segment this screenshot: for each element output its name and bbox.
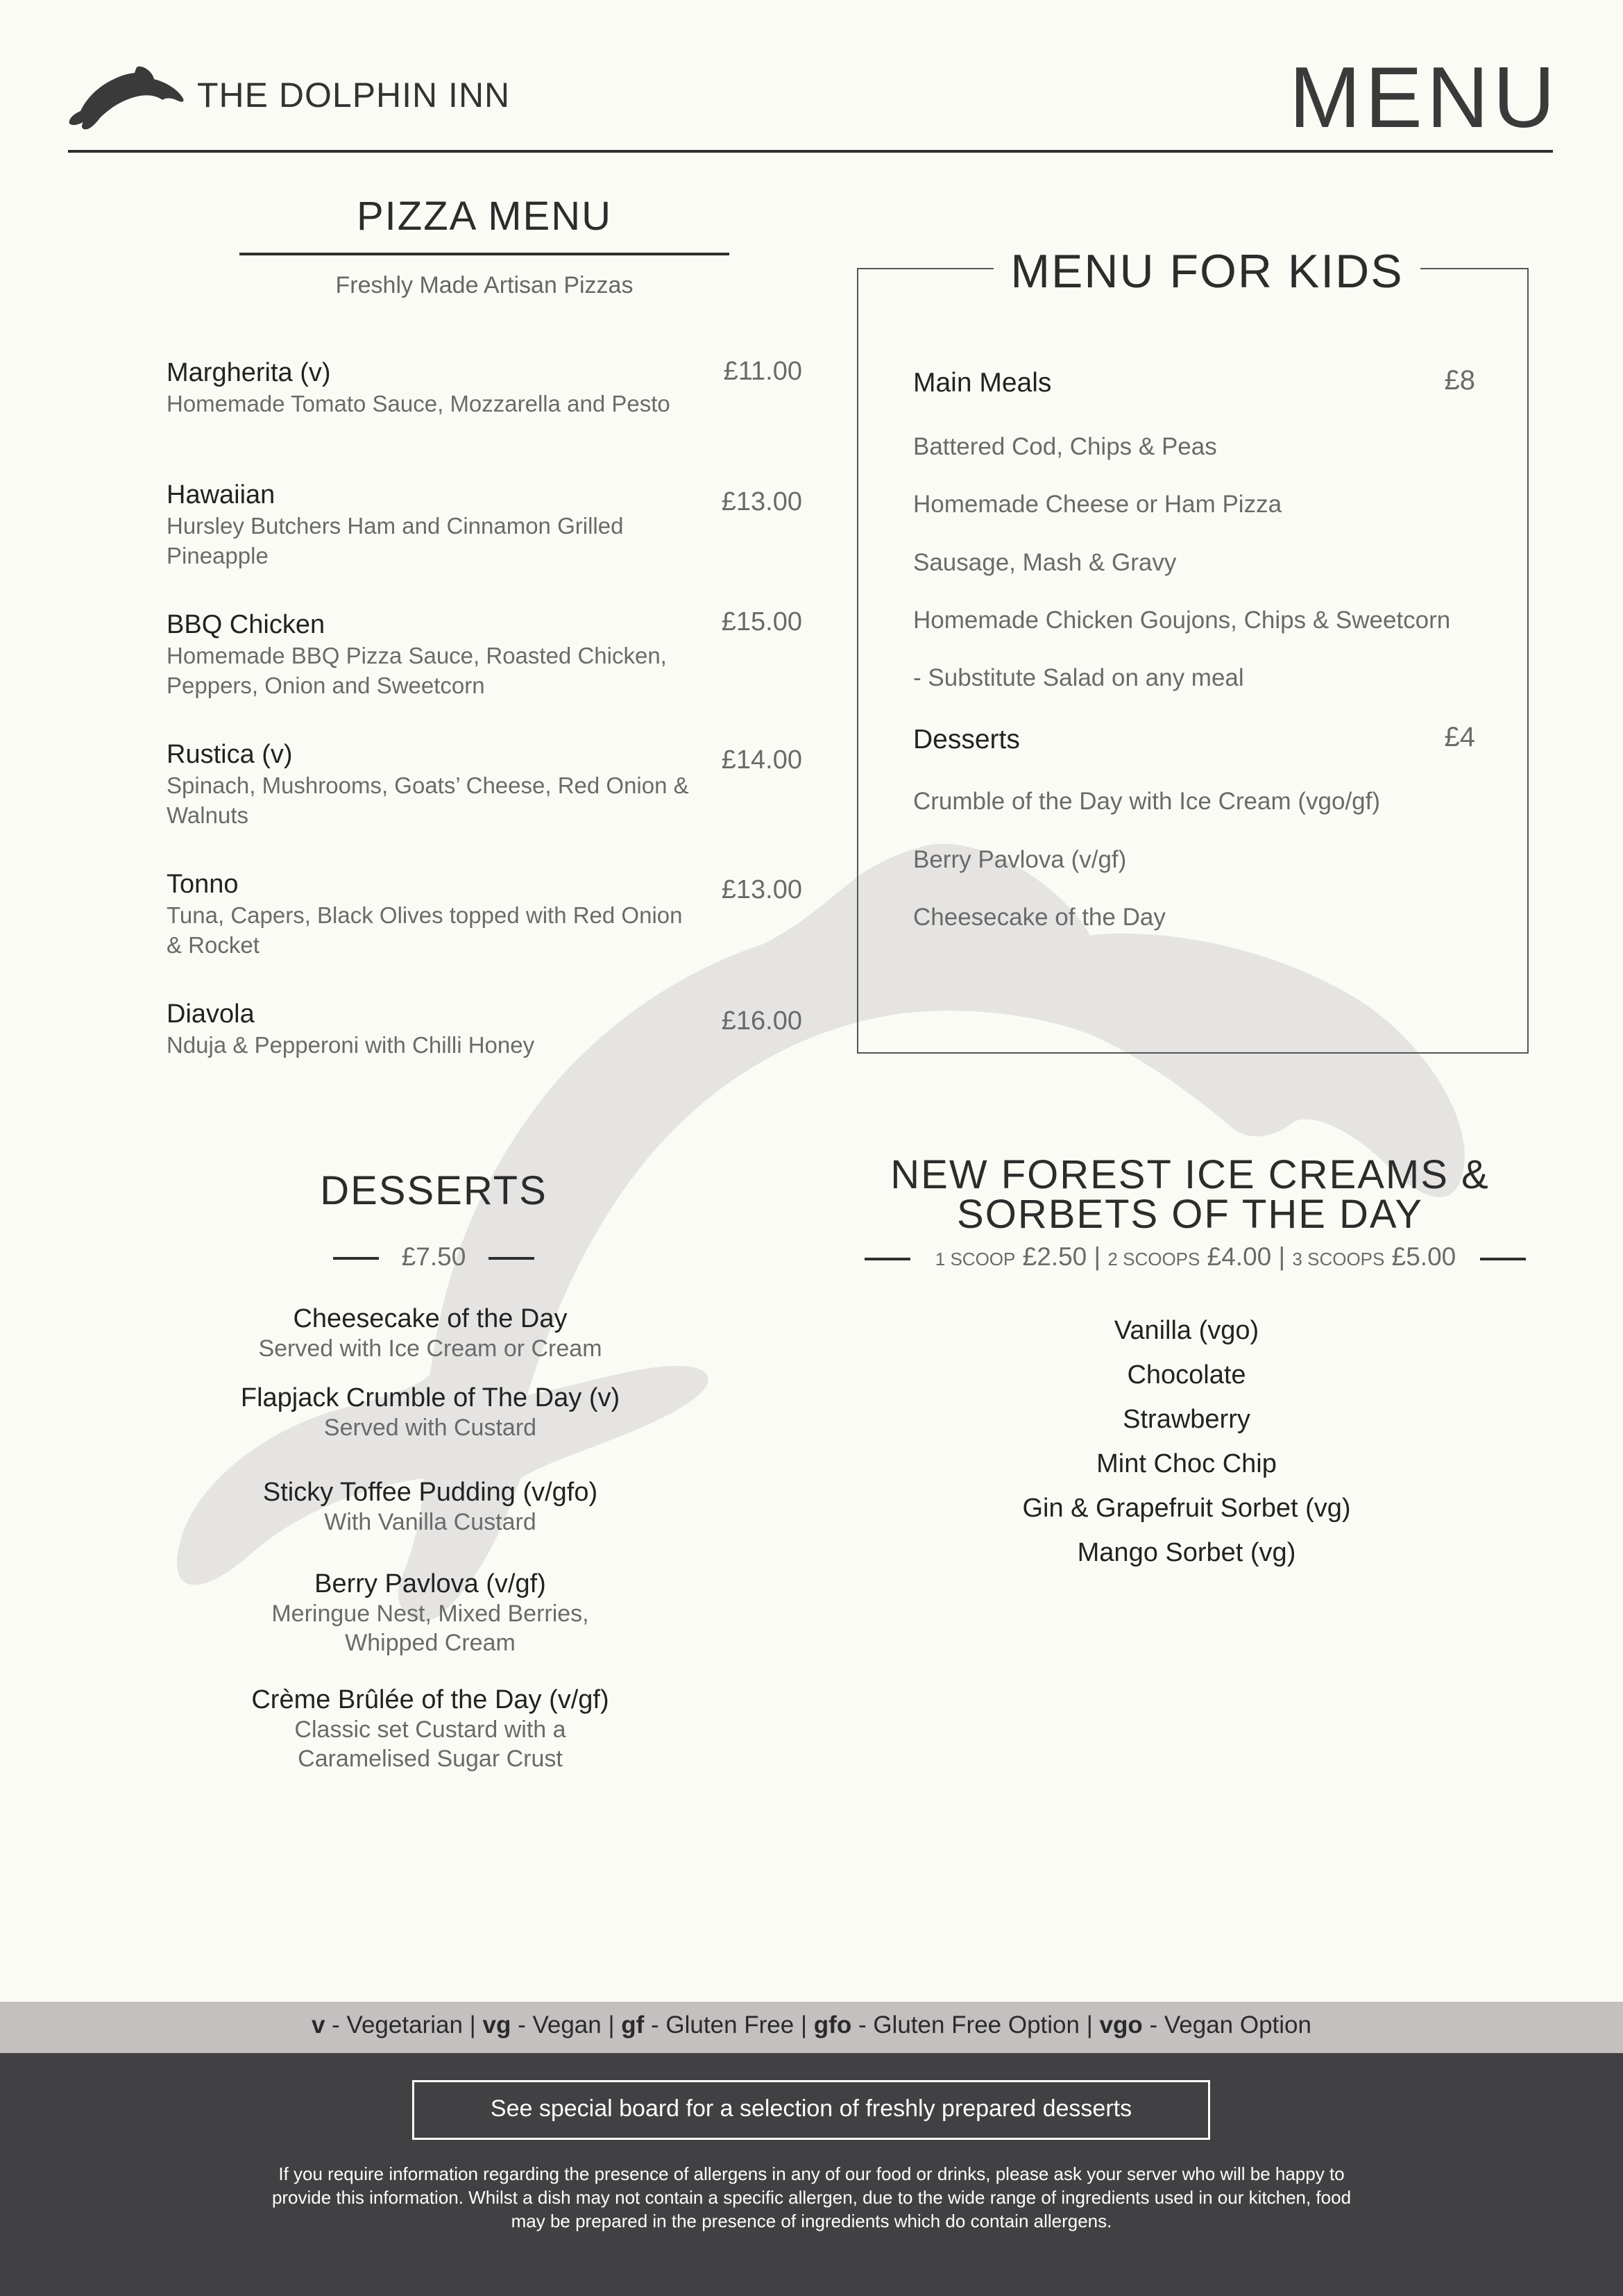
pizza-description: Tuna, Capers, Black Olives topped with Red Onion & Rocket — [167, 902, 683, 958]
pizza-description: Hursley Butchers Ham and Cinnamon Grilled Pineapple — [167, 513, 624, 568]
allergen-line: If you require information regarding the presence of allergens in any of our food or drinks, please ask your server who will be happy to — [278, 2163, 1345, 2184]
two-scoops-label: 2 SCOOPS — [1107, 1249, 1200, 1269]
pizza-item — [167, 357, 805, 419]
ice-cream-title-line: SORBETS OF THE DAY — [957, 1192, 1423, 1237]
key-code: gf — [621, 2011, 645, 2038]
desserts-section-title: DESSERTS — [320, 1168, 547, 1213]
key-code: gfo — [813, 2011, 852, 2038]
ice-cream-section-title — [860, 1152, 1520, 1237]
key-label: - Vegan Option — [1142, 2011, 1311, 2038]
kids-main-item: Homemade Chicken Goujons, Chips & Sweetcorn — [913, 607, 1451, 634]
pizza-title-divider — [239, 253, 729, 255]
pizza-item — [167, 868, 805, 960]
dolphin-logo-icon — [68, 62, 186, 132]
dessert-name: Berry Pavlova (v/gf) — [314, 1569, 546, 1598]
dessert-description: Classic set Custard with a — [294, 1716, 566, 1743]
kids-desserts-price: £4 — [1444, 722, 1475, 752]
kids-main-item: Battered Cod, Chips & Peas — [913, 433, 1217, 460]
key-separator: | — [608, 2011, 622, 2038]
pizza-item — [167, 998, 805, 1060]
one-scoop-price: £2.50 — [1022, 1242, 1087, 1271]
allergen-line: provide this information. Whilst a dish may not contain a specific allergen, due to the wide range of ingredients used in our kitchen, food — [271, 2187, 1352, 2208]
pizza-name: Tonno — [167, 870, 239, 899]
pizza-name: Rustica (v) — [167, 740, 293, 769]
three-scoops-price: £5.00 — [1391, 1242, 1456, 1271]
two-scoops-price: £4.00 — [1207, 1242, 1272, 1271]
kids-dessert-item: Crumble of the Day with Ice Cream (vgo/gf) — [913, 788, 1381, 815]
kids-dessert-item: Berry Pavlova (v/gf) — [913, 846, 1127, 873]
page-title: MENU — [1289, 50, 1559, 146]
dessert-item — [173, 1569, 687, 1657]
pizza-price: £11.00 — [723, 357, 802, 386]
pizza-price: £13.00 — [721, 487, 802, 516]
dietary-key — [0, 2011, 1623, 2039]
dessert-name: Flapjack Crumble of The Day (v) — [240, 1383, 620, 1412]
key-separator: | — [469, 2011, 483, 2038]
dessert-item — [173, 1477, 687, 1537]
kids-main-item: Homemade Cheese or Ham Pizza — [913, 491, 1282, 518]
kids-main-note: - Substitute Salad on any meal — [913, 664, 1244, 691]
pizza-description: Homemade Tomato Sauce, Mozzarella and Pesto — [167, 391, 670, 416]
pizza-name: Margherita (v) — [167, 358, 331, 387]
dessert-item — [173, 1303, 687, 1363]
kids-desserts-heading — [913, 722, 1475, 755]
desserts-price-rule-right — [488, 1257, 534, 1260]
dessert-description: With Vanilla Custard — [324, 1509, 536, 1535]
pizza-item — [167, 738, 805, 830]
key-separator: | — [1086, 2011, 1100, 2038]
kids-desserts-label: Desserts — [913, 725, 1020, 754]
flavour-item: Gin & Grapefruit Sorbet (vg) — [1022, 1494, 1351, 1523]
flavour-item: Vanilla (vgo) — [1114, 1316, 1259, 1345]
dessert-description: Served with Ice Cream or Cream — [258, 1335, 602, 1362]
dessert-item — [173, 1383, 687, 1442]
key-label: - Gluten Free Option — [851, 2011, 1087, 2038]
pizza-item — [167, 609, 805, 700]
kids-dessert-item: Cheesecake of the Day — [913, 904, 1166, 931]
desserts-price: £7.50 — [401, 1242, 466, 1271]
pizza-name: Hawaiian — [167, 480, 275, 509]
header-divider — [68, 150, 1553, 153]
pizza-description: Nduja & Pepperoni with Chilli Honey — [167, 1032, 535, 1058]
key-separator: | — [800, 2011, 814, 2038]
dessert-description: Caramelised Sugar Crust — [298, 1746, 563, 1772]
pizza-price: £15.00 — [721, 607, 802, 636]
dessert-item — [173, 1685, 687, 1773]
ice-cream-price-rule-left — [865, 1258, 910, 1260]
ice-cream-prices — [916, 1242, 1475, 1272]
flavour-item: Strawberry — [1123, 1405, 1250, 1434]
pizza-price: £14.00 — [721, 745, 802, 775]
kids-mains-heading — [913, 365, 1475, 398]
allergen-line: may be prepared in the presence of ingredients which do contain allergens. — [511, 2211, 1112, 2231]
ice-cream-title-line: NEW FOREST ICE CREAMS & — [890, 1152, 1490, 1197]
pizza-subtitle: Freshly Made Artisan Pizzas — [335, 272, 634, 298]
flavour-item: Mango Sorbet (vg) — [1077, 1538, 1296, 1567]
price-separator: | — [1278, 1242, 1286, 1271]
pizza-description: Spinach, Mushrooms, Goats’ Cheese, Red Onion & Walnuts — [167, 773, 689, 828]
ice-cream-price-rule-right — [1480, 1258, 1526, 1260]
desserts-price-rule-left — [333, 1257, 379, 1260]
key-label: - Vegetarian — [325, 2011, 470, 2038]
allergen-notice — [208, 2162, 1415, 2233]
brand-name: THE DOLPHIN INN — [197, 76, 511, 115]
special-board-notice: See special board for a selection of freshly prepared desserts — [490, 2095, 1132, 2122]
pizza-section-title: PIZZA MENU — [356, 194, 613, 239]
key-code: vgo — [1099, 2011, 1143, 2038]
kids-section-title: MENU FOR KIDS — [994, 244, 1420, 298]
dessert-name: Crème Brûlée of the Day (v/gf) — [251, 1685, 609, 1714]
key-code: vg — [482, 2011, 511, 2038]
dessert-description: Whipped Cream — [345, 1630, 516, 1656]
kids-main-item: Sausage, Mash & Gravy — [913, 549, 1177, 576]
flavour-item: Chocolate — [1127, 1360, 1246, 1390]
kids-mains-price: £8 — [1444, 365, 1475, 396]
dessert-description: Meringue Nest, Mixed Berries, — [271, 1601, 589, 1627]
key-label: - Vegan — [511, 2011, 609, 2038]
pizza-item — [167, 479, 805, 571]
key-code: v — [311, 2011, 325, 2038]
dessert-description: Served with Custard — [323, 1415, 537, 1441]
pizza-name: BBQ Chicken — [167, 610, 325, 639]
kids-mains-label: Main Meals — [913, 368, 1052, 398]
dessert-name: Cheesecake of the Day — [293, 1304, 568, 1333]
pizza-price: £16.00 — [721, 1006, 802, 1036]
price-separator: | — [1094, 1242, 1101, 1271]
dessert-name: Sticky Toffee Pudding (v/gfo) — [262, 1478, 598, 1507]
three-scoops-label: 3 SCOOPS — [1292, 1249, 1385, 1269]
pizza-price: £13.00 — [721, 875, 802, 904]
pizza-description: Homemade BBQ Pizza Sauce, Roasted Chicken, Peppers, Onion and Sweetcorn — [167, 643, 667, 698]
key-label: - Gluten Free — [644, 2011, 801, 2038]
pizza-name: Diavola — [167, 999, 255, 1029]
one-scoop-label: 1 SCOOP — [935, 1249, 1016, 1269]
flavour-item: Mint Choc Chip — [1096, 1449, 1277, 1478]
